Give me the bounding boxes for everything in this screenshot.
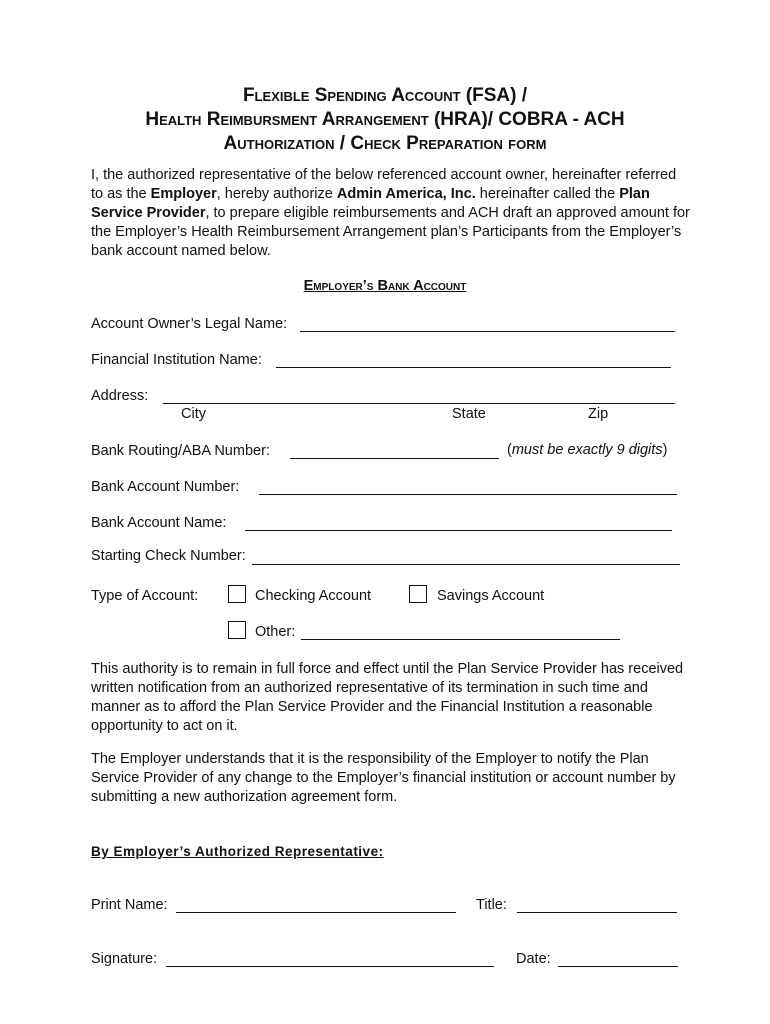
title-label: Title: [476,897,507,913]
signature-section-heading: By Employer’s Authorized Representative: [91,844,384,859]
address-label: Address: [91,388,149,404]
intro-employer: Employer [150,186,217,202]
responsibility-paragraph: The Employer understands that it is the responsibility of the Employer to notify the Plan Service Provider of any change to the Employer’s financial institution or account number by submitting a new authorization agreement form. [91,751,676,805]
authority-paragraph: This authority is to remain in full force and effect until the Plan Service Provider has received written notification from an authorized representative of its termination in such time and manner as to afford the Plan Service Provider and the Financial Institution a reasonable opportunity to act on it. [91,661,684,734]
account-name-label: Bank Account Name: [91,515,227,531]
bank-section-heading [0,278,770,294]
institution-label: Financial Institution Name: [91,352,262,368]
account-number-field[interactable] [259,494,677,495]
other-field[interactable] [301,639,620,640]
title-line-1: Flexible Spending Account (FSA) / [242,85,528,106]
routing-note-open: ( [507,442,512,458]
routing-field[interactable] [290,458,499,459]
checking-checkbox[interactable] [228,585,246,603]
routing-note-close: ) [662,442,668,458]
bank-section-heading-text: Employer’s Bank Account [303,278,467,294]
date-field[interactable] [558,966,678,967]
check-number-field[interactable] [252,564,680,565]
routing-note-text: must be exactly 9 digits [511,442,663,458]
address-field[interactable] [163,403,675,404]
other-checkbox[interactable] [228,621,246,639]
title-line-2: Health Reimbursment Arrangement (HRA)/ COBRA - ACH [145,109,625,130]
zip-label: Zip [588,406,609,422]
state-label: State [452,406,486,422]
title-line-3: Authorization / Check Preparation form [223,133,547,154]
title-field[interactable] [517,912,677,913]
type-label: Type of Account: [91,588,199,604]
intro-text-4: , to prepare eligible reimbursements and ACH draft an approved amount for the Employer’s Health Reimbursement Arrangement plan’s Participants from the Employer’s bank account named below. [91,205,690,259]
other-label: Other: [255,624,296,640]
savings-label: Savings Account [437,588,545,604]
intro-text-2: , hereby authorize [216,186,337,202]
print-name-label: Print Name: [91,897,168,913]
account-name-field[interactable] [245,530,672,531]
routing-label: Bank Routing/ABA Number: [91,443,270,459]
intro-provider: Plan Service Provider [91,186,650,221]
account-number-label: Bank Account Number: [91,479,240,495]
date-label: Date: [516,951,551,967]
signature-field[interactable] [166,966,494,967]
form-title [0,84,770,156]
print-name-field[interactable] [176,912,456,913]
city-label: City [181,406,206,422]
intro-company: Admin America, Inc. [336,186,476,202]
checking-label: Checking Account [255,588,372,604]
routing-note [507,442,667,458]
intro-text-3: hereinafter called the [475,186,620,202]
institution-field[interactable] [276,367,671,368]
owner-label: Account Owner’s Legal Name: [91,316,288,332]
savings-checkbox[interactable] [409,585,427,603]
intro-paragraph [91,166,691,261]
signature-label: Signature: [91,951,158,967]
owner-field[interactable] [300,331,675,332]
check-number-label: Starting Check Number: [91,548,246,564]
intro-text-1: I, the authorized representative of the below referenced account owner, hereinafter referred to as the [91,167,677,202]
